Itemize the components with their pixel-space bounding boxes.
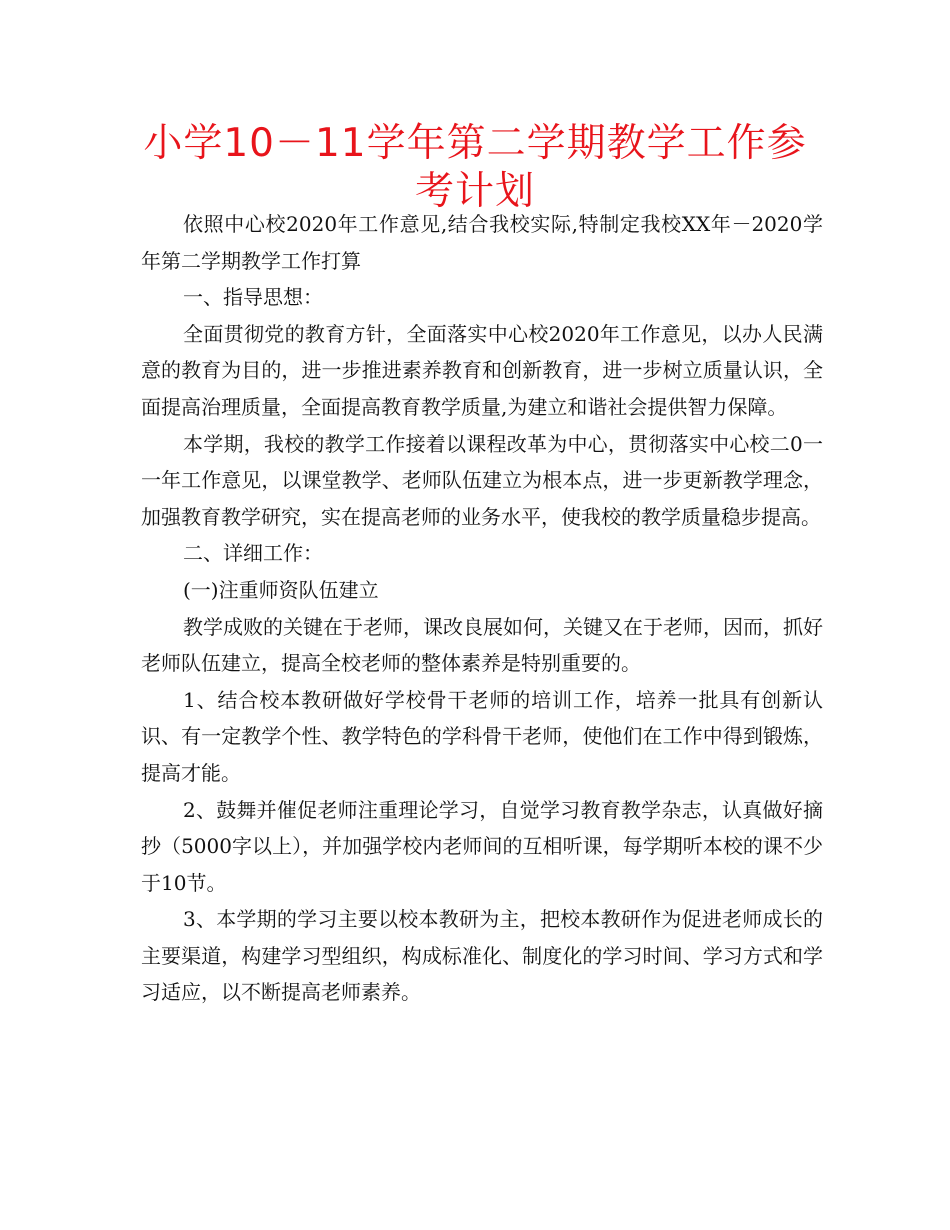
list-item: 1、结合校本教研做好学校骨干老师的培训工作，培养一批具有创新认识、有一定教学个性、教学特色的学科骨干老师，使他们在工作中得到锻炼，提高才能。 xyxy=(141,687,823,785)
body-paragraph: 全面贯彻党的教育方针，全面落实中心校2020年工作意见，以办人民满意的教育为目的，进一步推进素养教育和创新教育，进一步树立质量认识，全面提高治理质量，全面提高教育教学质量,为建立和谐社会提供智力保障。 xyxy=(141,321,823,419)
subsection-heading-teacher-team: (一)注重师资队伍建立 xyxy=(183,577,379,602)
document-body xyxy=(141,206,823,1011)
list-item: 3、本学期的学习主要以校本教研为主，把校本教研作为促进老师成长的主要渠道，构建学习型组织，构成标准化、制度化的学习时间、学习方式和学习适应，以不断提高老师素养。 xyxy=(141,907,823,1005)
intro-paragraph: 依照中心校2020年工作意见,结合我校实际,特制定我校XX年－2020学年第二学期教学工作打算 xyxy=(141,212,823,273)
body-paragraph: 教学成败的关键在于老师，课改良展如何，关键又在于老师，因而，抓好老师队伍建立，提高全校老师的整体素养是特别重要的。 xyxy=(141,614,823,676)
section-heading-specific-work: 二、详细工作： xyxy=(183,541,323,566)
document-title: 小学10－11学年第二学期教学工作参考计划 xyxy=(143,121,807,214)
section-heading-guiding-thought: 一、指导思想： xyxy=(183,285,323,310)
list-item: 2、鼓舞并催促老师注重理论学习，自觉学习教育教学杂志，认真做好摘抄（5000字以上），并加强学校内老师间的互相听课，每学期听本校的课不少于10节。 xyxy=(141,797,823,895)
body-paragraph: 本学期，我校的教学工作接着以课程改革为中心，贯彻落实中心校二0一一年工作意见，以课堂教学、老师队伍建立为根本点，进一步更新教学理念，加强教育教学研究，实在提高老师的业务水平，使我校的教学质量稳步提高。 xyxy=(141,431,823,529)
